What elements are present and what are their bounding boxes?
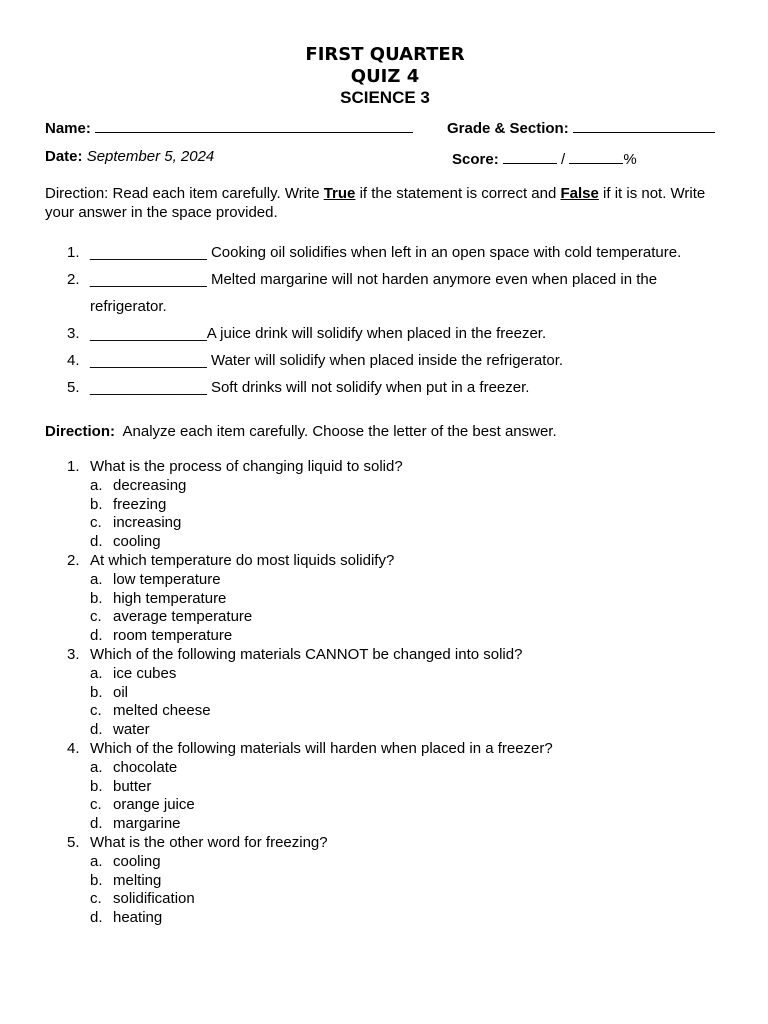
direction-multiple-choice bbox=[45, 422, 725, 442]
title-subject: SCIENCE 3 bbox=[340, 88, 430, 107]
answer-blank: ______________ bbox=[90, 271, 207, 288]
option-text: oil bbox=[113, 683, 129, 701]
direction-text: Analyze each item carefully. Choose the letter of the best answer. bbox=[115, 423, 557, 440]
option-letter: d. bbox=[90, 627, 103, 645]
title-quarter: FIRST QUARTER bbox=[305, 44, 465, 65]
item-number: 1. bbox=[67, 244, 80, 261]
option-letter: d. bbox=[90, 533, 103, 551]
grade-blank bbox=[573, 117, 715, 133]
question-text: What is the other word for freezing? bbox=[90, 833, 328, 851]
option-item bbox=[90, 890, 725, 909]
list-item bbox=[45, 347, 725, 374]
option-letter: c. bbox=[90, 890, 102, 908]
item-text: A juice drink will solidify when placed in the freezer. bbox=[206, 325, 547, 342]
list-item bbox=[45, 374, 725, 401]
option-item bbox=[90, 477, 725, 496]
option-item bbox=[90, 627, 725, 646]
option-letter: b. bbox=[90, 495, 103, 513]
question-text: What is the process of changing liquid to solid? bbox=[90, 458, 403, 475]
option-letter: c. bbox=[90, 608, 102, 626]
question-text: At which temperature do most liquids solidify? bbox=[90, 551, 395, 569]
option-text: margarine bbox=[113, 815, 181, 833]
answer-blank: ______________ bbox=[90, 244, 207, 261]
option-text: cooling bbox=[113, 852, 161, 870]
option-letter: b. bbox=[90, 683, 103, 701]
option-text: low temperature bbox=[113, 570, 221, 588]
option-letter: d. bbox=[90, 909, 103, 927]
option-text: water bbox=[113, 721, 150, 739]
option-letter: c. bbox=[90, 514, 102, 532]
option-text: solidification bbox=[113, 890, 195, 908]
score-total-blank bbox=[569, 148, 623, 164]
name-grade-row bbox=[45, 117, 725, 137]
item-number: 4. bbox=[67, 352, 80, 369]
question-item bbox=[45, 646, 725, 740]
direction-text-3: if it is not. Write your answer in the space provided. bbox=[45, 185, 706, 221]
option-item bbox=[90, 815, 725, 834]
option-item bbox=[90, 533, 725, 552]
option-letter: a. bbox=[90, 664, 103, 682]
option-item bbox=[90, 571, 725, 590]
option-letter: c. bbox=[90, 796, 102, 814]
option-item bbox=[90, 665, 725, 684]
option-text: freezing bbox=[113, 495, 167, 513]
score-separator: / bbox=[561, 151, 566, 168]
question-number: 2. bbox=[67, 551, 80, 569]
score-label: Score: bbox=[452, 151, 499, 168]
answer-blank: ______________ bbox=[90, 352, 207, 369]
option-list bbox=[90, 853, 725, 928]
option-text: melted cheese bbox=[113, 702, 211, 720]
quiz-page bbox=[45, 44, 725, 928]
option-text: butter bbox=[113, 777, 152, 795]
question-number: 5. bbox=[67, 833, 80, 851]
option-list bbox=[90, 759, 725, 834]
direction-text-1: Direction: Read each item carefully. Write bbox=[45, 185, 324, 202]
question-number: 1. bbox=[67, 458, 80, 475]
multiple-choice-list bbox=[45, 458, 725, 928]
score-percent: % bbox=[623, 151, 637, 168]
date-score-row bbox=[45, 148, 725, 168]
date-value: September 5, 2024 bbox=[86, 148, 215, 165]
question-item bbox=[45, 552, 725, 646]
option-text: cooling bbox=[113, 533, 161, 551]
option-letter: a. bbox=[90, 852, 103, 870]
option-item bbox=[90, 514, 725, 533]
option-item bbox=[90, 721, 725, 740]
question-item bbox=[45, 458, 725, 552]
option-text: chocolate bbox=[113, 758, 178, 776]
question-number: 3. bbox=[67, 645, 80, 663]
option-text: high temperature bbox=[113, 589, 227, 607]
option-item bbox=[90, 796, 725, 815]
list-item bbox=[45, 266, 725, 320]
direction-label: Direction: bbox=[45, 423, 116, 440]
option-letter: b. bbox=[90, 871, 103, 889]
option-text: decreasing bbox=[113, 476, 187, 494]
option-text: melting bbox=[113, 871, 162, 889]
option-item bbox=[90, 496, 725, 515]
option-letter: c. bbox=[90, 702, 102, 720]
option-text: ice cubes bbox=[113, 664, 177, 682]
option-item bbox=[90, 872, 725, 891]
name-blank bbox=[95, 117, 413, 133]
option-item bbox=[90, 853, 725, 872]
option-letter: d. bbox=[90, 815, 103, 833]
option-list bbox=[90, 571, 725, 646]
title-quiz: QUIZ 4 bbox=[350, 66, 420, 87]
item-text: Water will solidify when placed inside the refrigerator. bbox=[206, 352, 564, 369]
option-item bbox=[90, 909, 725, 928]
option-text: increasing bbox=[113, 514, 182, 532]
option-text: room temperature bbox=[113, 627, 233, 645]
item-number: 5. bbox=[67, 379, 80, 396]
item-text: Soft drinks will not solidify when put in a freezer. bbox=[206, 379, 530, 396]
question-item bbox=[45, 834, 725, 928]
option-text: orange juice bbox=[113, 796, 195, 814]
answer-blank: ______________ bbox=[90, 325, 207, 342]
item-text: Melted margarine will not harden anymore even when placed in the refrigerator. bbox=[90, 271, 658, 315]
option-list bbox=[90, 665, 725, 740]
question-item bbox=[45, 740, 725, 834]
true-false-list bbox=[45, 239, 725, 401]
option-item bbox=[90, 684, 725, 703]
option-item bbox=[90, 608, 725, 627]
grade-label: Grade & Section: bbox=[447, 120, 569, 137]
option-letter: a. bbox=[90, 476, 103, 494]
list-item bbox=[45, 320, 725, 347]
answer-blank: ______________ bbox=[90, 379, 207, 396]
item-text: Cooking oil solidifies when left in an open space with cold temperature. bbox=[206, 244, 682, 261]
option-list bbox=[90, 477, 725, 552]
question-text: Which of the following materials will harden when placed in a freezer? bbox=[90, 739, 553, 757]
false-word: False bbox=[560, 185, 599, 202]
question-text: Which of the following materials CANNOT be changed into solid? bbox=[90, 645, 523, 663]
option-text: heating bbox=[113, 909, 163, 927]
question-number: 4. bbox=[67, 739, 80, 757]
option-item bbox=[90, 759, 725, 778]
option-item bbox=[90, 778, 725, 797]
option-letter: d. bbox=[90, 721, 103, 739]
option-letter: a. bbox=[90, 758, 103, 776]
direction-true-false bbox=[45, 184, 715, 222]
item-number: 2. bbox=[67, 271, 80, 288]
true-word: True bbox=[323, 185, 356, 202]
option-letter: a. bbox=[90, 570, 103, 588]
score-blank bbox=[503, 148, 557, 164]
date-label: Date: bbox=[45, 148, 83, 165]
option-text: average temperature bbox=[113, 608, 253, 626]
option-item bbox=[90, 590, 725, 609]
option-letter: b. bbox=[90, 777, 103, 795]
name-label: Name: bbox=[45, 120, 91, 137]
item-number: 3. bbox=[67, 325, 80, 342]
option-letter: b. bbox=[90, 589, 103, 607]
list-item bbox=[45, 239, 725, 266]
option-item bbox=[90, 702, 725, 721]
direction-text-2: if the statement is correct and bbox=[355, 185, 561, 202]
